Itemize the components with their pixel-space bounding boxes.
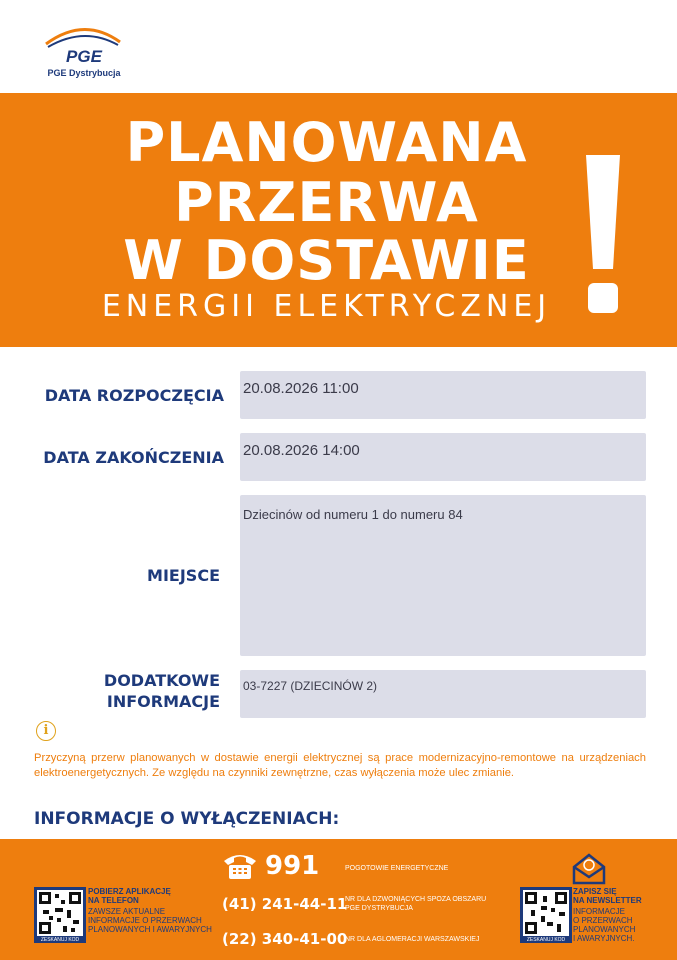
newsletter-desc-line4: I AWARYJNYCH. <box>573 934 635 943</box>
notice-text: Przyczyną przerw planowanych w dostawie energii elektrycznej są prace modernizacyjno-remontowe na urządzeniach elektroenergetycznych. Ze względu na czynniki zewnętrzne, czas wyłączenia może ulec zmianie. <box>34 752 646 779</box>
title-line-1: PLANOWANA <box>125 111 528 174</box>
newsletter-desc-line3: PLANOWANYCH <box>573 925 636 934</box>
phone-1-desc <box>345 895 486 913</box>
end-date-field <box>240 433 646 481</box>
extra-info-label-line1: DODATKOWE <box>103 671 220 690</box>
app-desc-line1: ZAWSZE AKTUALNE <box>88 907 166 916</box>
telephone-icon <box>222 851 258 881</box>
app-title <box>88 887 171 905</box>
phone-2-desc: NR DLA AGLOMERACJI WARSZAWSKIEJ <box>345 936 480 943</box>
newsletter-qr-caption: ZESKANUJ KOD <box>520 937 572 943</box>
app-desc-line2: INFORMACJE O PRZERWACH <box>88 916 202 925</box>
app-title-line1: POBIERZ APLIKACJĘ <box>88 887 171 896</box>
app-qr-caption: ZESKANUJ KOD <box>34 937 86 943</box>
extra-info-label <box>20 670 220 712</box>
newsletter-desc <box>573 907 635 943</box>
envelope-icon <box>572 853 606 885</box>
app-title-line2: NA TELEFON <box>88 896 139 905</box>
qr-pattern-icon <box>523 890 569 936</box>
info-icon: i <box>36 721 56 741</box>
newsletter-title <box>573 887 642 905</box>
company-name: PGE Dystrybucja <box>47 68 121 78</box>
place-field <box>240 495 646 656</box>
phone-number-2[interactable]: (22) 340-41-00 <box>222 930 348 948</box>
phone-number-1[interactable]: (41) 241-44-11 <box>222 895 348 913</box>
newsletter-title-line2: NA NEWSLETTER <box>573 896 642 905</box>
start-date-value: 20.08.2026 11:00 <box>243 380 359 397</box>
exclamation-icon <box>580 151 626 321</box>
app-desc <box>88 907 212 934</box>
start-date-label: DATA ROZPOCZĘCIA <box>44 386 224 405</box>
logo-wordmark: PGE <box>66 47 102 66</box>
extra-info-field <box>240 670 646 718</box>
title-line-2: PRZERWA <box>174 171 479 234</box>
end-date-label: DATA ZAKOŃCZENIA <box>43 448 224 467</box>
extra-info-label-line2: INFORMACJE <box>106 692 220 711</box>
extra-info-value: 03-7227 (DZIECINÓW 2) <box>243 679 378 693</box>
place-label: MIEJSCE <box>147 566 220 585</box>
start-date-field <box>240 371 646 419</box>
end-date-value: 20.08.2026 14:00 <box>243 442 360 459</box>
pge-logo <box>36 22 132 82</box>
title-banner <box>0 93 677 347</box>
app-qr-code[interactable] <box>34 887 86 939</box>
emergency-number[interactable]: 991 <box>265 851 320 881</box>
title-subtitle: ENERGII ELEKTRYCZNEJ <box>101 289 552 324</box>
newsletter-qr-code[interactable] <box>520 887 572 939</box>
newsletter-desc-line2: O PRZERWACH <box>573 916 633 925</box>
pge-logo-arc <box>36 22 132 68</box>
phone-1-desc-line1: NR DLA DZWONIĄCYCH SPOZA OBSZARU <box>345 896 487 903</box>
app-desc-line3: PLANOWANYCH I AWARYJNYCH <box>88 925 212 934</box>
title-line-3: W DOSTAWIE <box>123 229 530 292</box>
info-heading: INFORMACJE O WYŁĄCZENIACH: <box>34 809 340 829</box>
newsletter-title-line1: ZAPISZ SIĘ <box>573 887 617 896</box>
phone-1-desc-line2: PGE DYSTRYBUCJA <box>345 905 413 912</box>
newsletter-desc-line1: INFORMACJE <box>573 907 625 916</box>
place-value: Dziecinów od numeru 1 do numeru 84 <box>243 507 463 522</box>
emergency-desc: POGOTOWIE ENERGETYCZNE <box>345 865 449 872</box>
qr-pattern-icon <box>37 890 83 936</box>
footer-bar <box>0 839 677 960</box>
